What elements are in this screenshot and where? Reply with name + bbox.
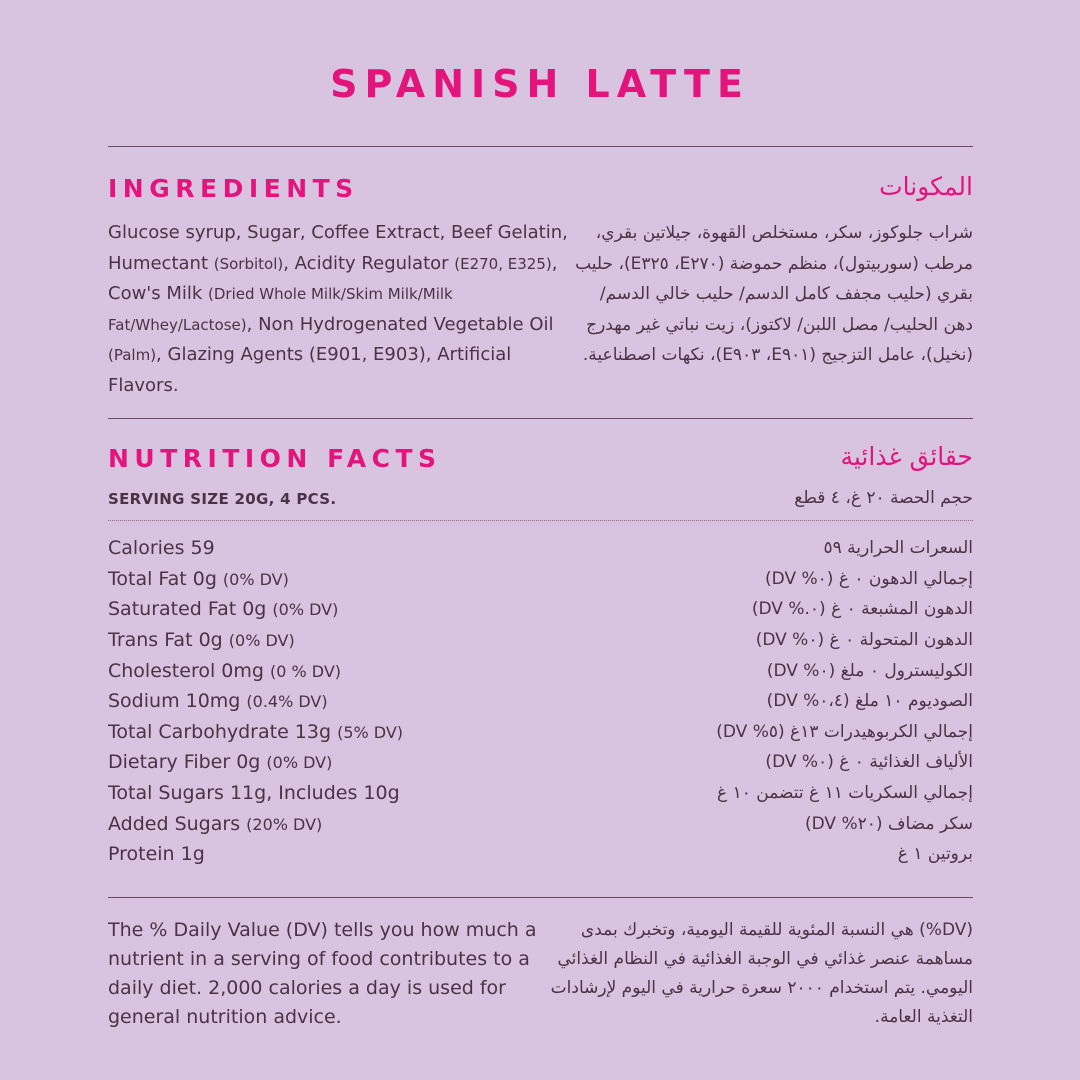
nutrient-amount-en: Protein 1g [108, 843, 205, 866]
ingredients-text-part: Glucose syrup, Sugar, Coffee Extract, Beef Gelatin, Humectant [108, 222, 568, 274]
nutrient-amount-en: Sodium 10mg [108, 690, 247, 713]
nutrition-row [108, 655, 973, 686]
page-title: SPANISH LATTE [330, 62, 750, 106]
ingredients-heading-ar: المكونات [879, 172, 973, 201]
nutrient-label-ar: إجمالي الدهون ٠ غ (٠% DV) [765, 568, 973, 589]
nutrition-row [108, 747, 973, 778]
nutrient-label-ar: إجمالي الكربوهيدرات ١٣غ (٥% DV) [716, 721, 973, 742]
ingredients-text-ar: شراب جلوكوز، سكر، مستخلص القهوة، جيلاتين بقري، مرطب (سوربيتول)، منظم حموضة (E٢٧٠، E٣٢٥)، حليب بقري (حليب مجفف كامل الدسم/ حليب خالي الدسم/ دهن الحليب/ مصل اللبن/ لاكتوز)، زيت نباتي غير مهدرج (نخيل)، عامل التزجيج (E٩٠١، E٩٠٣)، نكهات اصطناعية. [575, 223, 973, 365]
nutrition-row [108, 778, 973, 809]
footnote-en: The % Daily Value (DV) tells you how much a nutrient in a serving of food contributes to a daily diet. 2,000 calories a day is used for general nutrition advice. [108, 919, 537, 1028]
divider-middle [108, 418, 973, 419]
nutrient-label-en [108, 751, 332, 773]
nutrition-row [108, 686, 973, 717]
serving-size-ar: حجم الحصة ٢٠ غ، ٤ قطع [794, 488, 973, 508]
nutrient-dv-en: (0% DV) [272, 600, 339, 620]
nutrient-amount-en: Total Carbohydrate 13g [108, 720, 338, 743]
nutrient-amount-en: Saturated Fat 0g [108, 598, 273, 621]
ingredients-text-en [108, 218, 573, 401]
ingredients-text-part: (Dried Whole Milk/Skim Milk/Milk Fat/Whey/Lactose) [108, 285, 453, 334]
divider-top [108, 146, 973, 147]
nutrient-label-ar: الدهون المشبعة ٠ غ (٠.% DV) [751, 599, 973, 620]
nutrition-row [108, 808, 973, 839]
nutrient-label-en [108, 721, 403, 743]
serving-size-en: SERVING SIZE 20G, 4 PCS. [108, 490, 337, 508]
nutrient-dv-en: (5% DV) [337, 722, 404, 742]
nutrient-amount-en: Trans Fat 0g [108, 629, 229, 652]
nutrient-label-en [108, 690, 328, 712]
ingredients-text-part: (Sorbitol) [213, 254, 284, 273]
ingredients-heading-en: INGREDIENTS [108, 174, 359, 203]
nutrient-label-en [108, 660, 341, 682]
nutrition-row [108, 564, 973, 595]
nutrient-label-ar: إجمالي السكريات ١١ غ تتضمن ١٠ غ [717, 783, 973, 804]
nutrient-dv-en: (0% DV) [222, 569, 289, 589]
divider-bottom [108, 897, 973, 898]
nutrient-dv-en: (0 % DV) [269, 661, 342, 681]
nutrient-dv-en: (0.4% DV) [246, 692, 328, 712]
nutrition-row [108, 839, 973, 870]
nutrient-label-en [108, 782, 400, 804]
nutrient-amount-en: Dietary Fiber 0g [108, 751, 267, 774]
nutrient-amount-en: Total Fat 0g [108, 567, 223, 590]
ingredients-text-part: (E270, E325) [454, 254, 552, 273]
nutrition-row [108, 625, 973, 656]
nutrient-label-ar: سكر مضاف (٢٠% DV) [805, 813, 973, 834]
nutrient-dv-en: (0% DV) [228, 631, 295, 651]
nutrition-row [108, 533, 973, 564]
nutrient-label-en [108, 843, 205, 865]
nutrition-heading-en: NUTRITION FACTS [108, 444, 442, 473]
nutrient-label-en [108, 568, 289, 590]
nutrition-rows [108, 533, 973, 870]
nutrient-label-ar: بروتين ١ غ [897, 844, 973, 865]
nutrition-row [108, 594, 973, 625]
nutrient-label-en [108, 629, 295, 651]
nutrient-label-ar: الكوليسترول ٠ ملغ (٠% DV) [766, 660, 973, 681]
ingredients-text-part: , Acidity Regulator [283, 252, 455, 274]
nutrient-amount-en: Total Sugars 11g, Includes 10g [108, 782, 400, 805]
divider-dotted [108, 520, 973, 521]
nutrient-label-en [108, 537, 215, 559]
nutrient-dv-en: (0% DV) [266, 753, 333, 773]
nutrient-amount-en: Cholesterol 0mg [108, 659, 270, 682]
footnote-ar: (DV%) هي النسبة المئوية للقيمة اليومية، وتخبرك بمدى مساهمة عنصر غذائي في الوجبة الغذائية في النظام الغذائي اليومي. يتم استخدام ٢٠٠٠ سعرة حرارية في اليوم لإرشادات التغذية العامة. [550, 920, 973, 1027]
ingredients-text-part: , Non Hydrogenated Vegetable Oil [246, 313, 554, 335]
nutrient-label-ar: الألياف الغذائية ٠ غ (٠% DV) [765, 752, 973, 773]
nutrition-row [108, 717, 973, 748]
ingredients-text-part: , Cow's Milk [108, 252, 558, 304]
nutrient-amount-en: Calories 59 [108, 537, 215, 560]
nutrition-heading-ar: حقائق غذائية [840, 442, 973, 471]
nutrient-label-en [108, 813, 322, 835]
nutrient-label-en [108, 598, 338, 620]
nutrient-label-ar: الدهون المتحولة ٠ غ (٠% DV) [755, 630, 973, 651]
nutrient-dv-en: (20% DV) [246, 814, 323, 834]
ingredients-text-part: (Palm) [108, 346, 157, 364]
nutrient-amount-en: Added Sugars [108, 812, 247, 835]
nutrient-label-ar: السعرات الحرارية ٥٩ [823, 538, 973, 559]
nutrient-label-ar: الصوديوم ١٠ ملغ (٠،٤% DV) [766, 691, 973, 712]
ingredients-text-part: , Glazing Agents (E901, E903), Artificial Flavors. [108, 344, 512, 396]
